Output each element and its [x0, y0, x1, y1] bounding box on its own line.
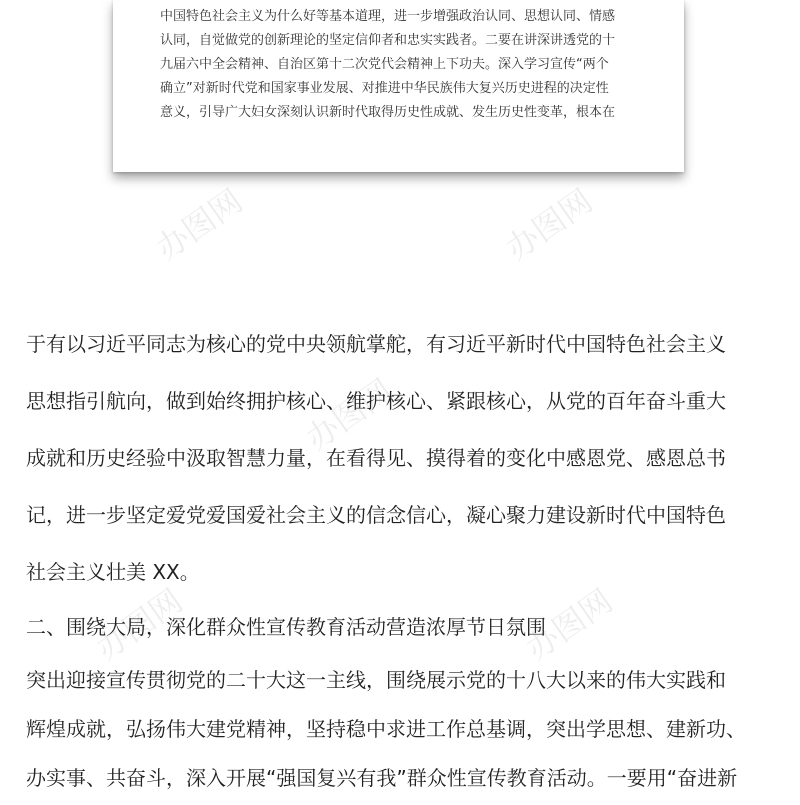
- text-line: 思想指引航向，做到始终拥护核心、维护核心、紧跟核心，从党的百年奋斗重大: [26, 389, 726, 413]
- text-line: 辉煌成就，弘扬伟大建党精神，坚持稳中求进工作总基调，突出学思想、建新功、: [26, 717, 746, 741]
- card-text: [160, 0, 640, 125]
- watermark: 办图网: [88, 581, 190, 668]
- watermark: 办图网: [148, 181, 250, 268]
- card-line: 确立”对新时代党和国家事业发展、对推进中华民族伟大复兴历史进程的决定性: [160, 81, 609, 96]
- text-line: 记，进一步坚定爱党爱国爱社会主义的信念信心，凝心聚力建设新时代中国特色: [26, 503, 726, 527]
- watermark: 办图网: [518, 581, 620, 668]
- text-line: 于有以习近平同志为核心的党中央领航掌舵，有习近平新时代中国特色社会主义: [26, 332, 726, 356]
- watermark: 办图网: [498, 181, 600, 268]
- text-line: 突出迎接宣传贯彻党的二十大这一主线，围绕展示党的十八大以来的伟大实践和: [26, 668, 726, 692]
- section-heading: 二、围绕大局，深化群众性宣传教育活动营造浓厚节日氛围: [26, 615, 546, 639]
- card-line: 意义，引导广大妇女深刻认识新时代取得历史性成就、发生历史性变革，根本在: [160, 105, 616, 120]
- text-line: 成就和历史经验中汲取智慧力量，在看得见、摸得着的变化中感恩党、感恩总书: [26, 446, 726, 470]
- card-line: 中国特色社会主义为什么好等基本道理，进一步增强政治认同、思想认同、情感: [160, 9, 616, 24]
- card-line: 认同，自觉做党的创新理论的坚定信仰者和忠实实践者。二要在讲深讲透党的十: [160, 33, 616, 48]
- text-line: 社会主义壮美 XX。: [26, 560, 200, 584]
- paragraph-2: [26, 658, 778, 805]
- watermark: 办图网: [298, 371, 400, 458]
- paragraph-1: [26, 322, 778, 607]
- document-preview-card: [113, 0, 684, 172]
- text-line: 办实事、共奋斗，深入开展“强国复兴有我”群众性宣传教育活动。一要用“奋进新: [26, 766, 738, 790]
- card-line: 九届六中全会精神、自治区第十二次党代会精神上下功夫。深入学习宣传“两个: [160, 57, 609, 72]
